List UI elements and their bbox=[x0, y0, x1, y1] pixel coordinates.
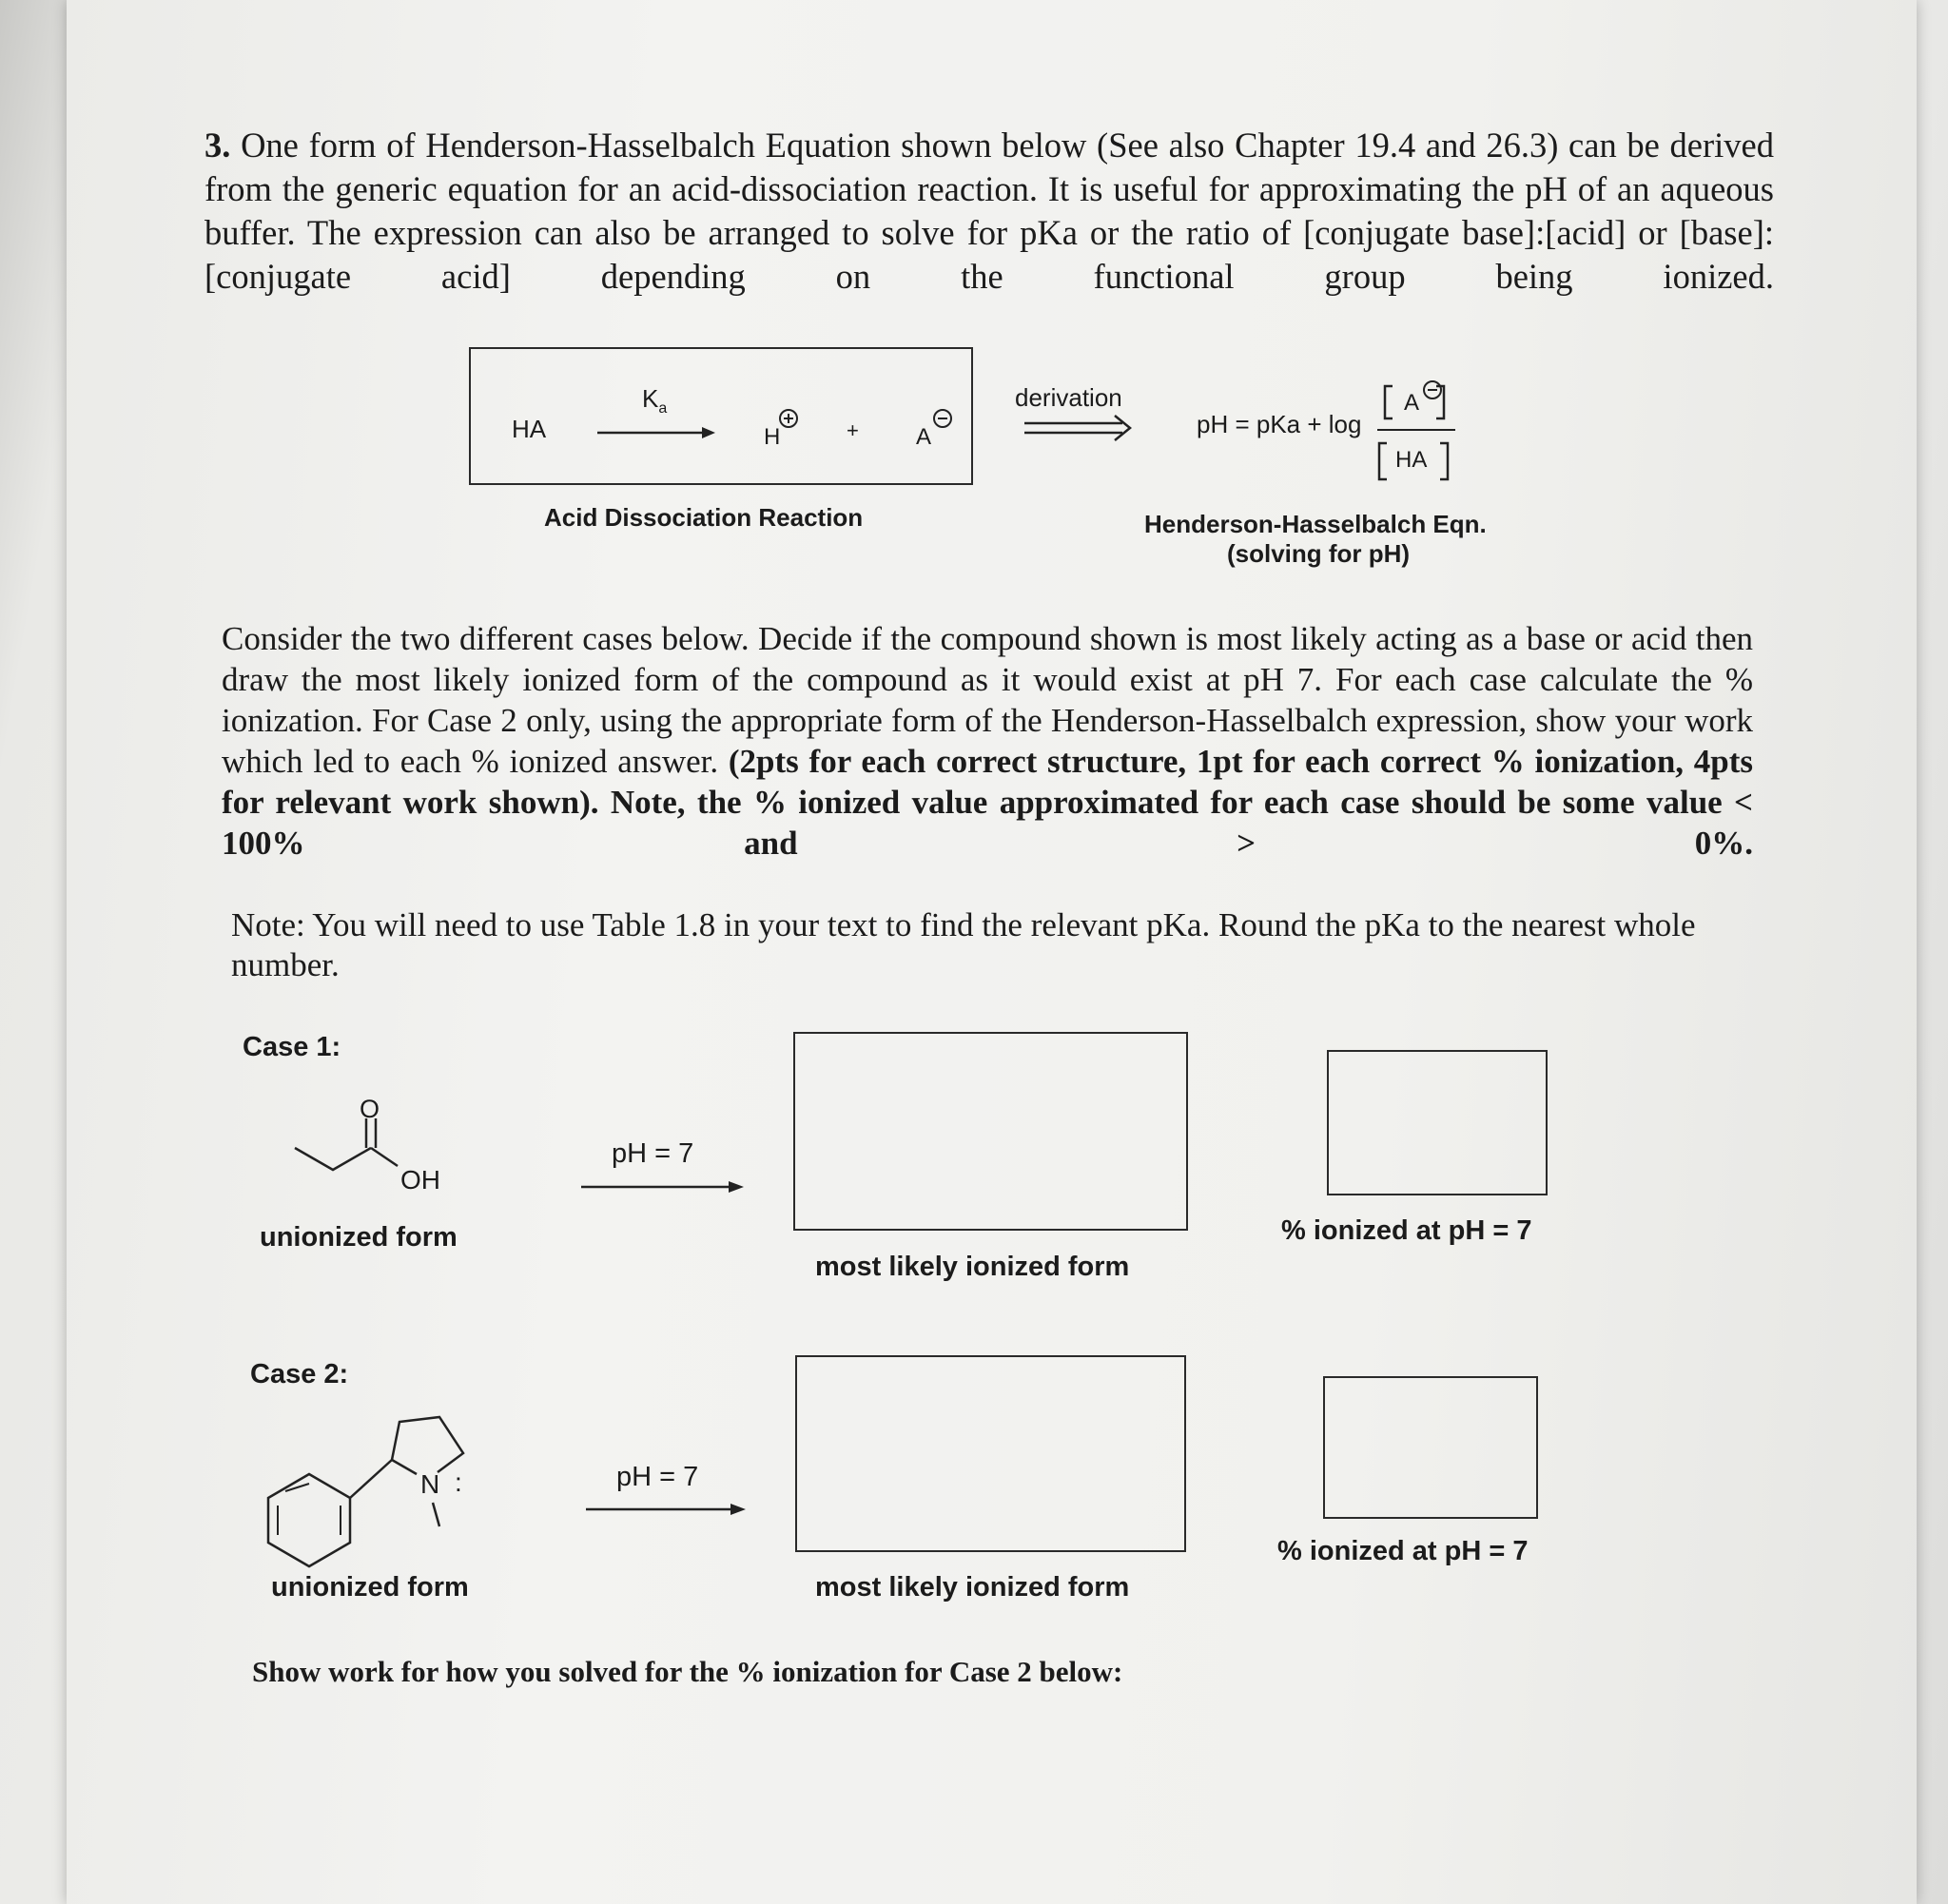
case-2-ionized-form-box[interactable] bbox=[795, 1355, 1186, 1552]
case-2-lone-pair: : bbox=[455, 1467, 462, 1497]
case-2-percent-label: % ionized at pH = 7 bbox=[1277, 1536, 1529, 1566]
pka-note: Note: You will need to use Table 1.8 in your text to find the relevant pKa. Round the pKa to the nearest whole number. bbox=[231, 906, 1696, 983]
reactant-ha: HA bbox=[512, 415, 547, 443]
proton-h: H bbox=[764, 424, 781, 450]
hh-caption-sub: (solving for pH) bbox=[1227, 539, 1411, 568]
case-1-hydroxyl: OH bbox=[400, 1165, 440, 1195]
equation-lhs: pH = pKa + log bbox=[1197, 410, 1362, 438]
pyrrolidine-ring bbox=[392, 1417, 463, 1472]
case-2-arrow-label: pH = 7 bbox=[616, 1462, 699, 1492]
case-1-arrow-label: pH = 7 bbox=[612, 1138, 694, 1169]
case-2-ionized-label: most likely ionized form bbox=[815, 1572, 1130, 1603]
case-1-percent-label: % ionized at pH = 7 bbox=[1281, 1215, 1532, 1246]
fraction-numerator: A bbox=[1404, 390, 1420, 416]
work-prompt: Show work for how you solved for the % ionization for Case 2 below: bbox=[252, 1655, 1123, 1688]
question-intro-text: One form of Henderson-Hasselbalch Equation shown below (See also Chapter 19.4 and 26.3) can be derived from the generic equation for an acid-dissociation reaction. It is useful for approximating the pH of an aqueous buffer. The expression can also be arranged to solve for pKa or the ratio of [conjugate base]:[acid] or [base]:[conjugate acid] depending on the functional group being ionized. bbox=[205, 126, 1774, 296]
case-1-title: Case 1: bbox=[243, 1032, 341, 1062]
case-2-unionized-label: unionized form bbox=[271, 1572, 469, 1603]
fraction-denominator: HA bbox=[1395, 447, 1428, 473]
instructions-scoring: (2pts for each correct structure, 1pt for each correct % ionization, 4pts for relevant work shown). Note, the % ionized value approximated for each case should be some value < 100% and > 0%. bbox=[222, 743, 1754, 862]
case-1-carbonyl-o: O bbox=[360, 1095, 380, 1123]
derivation-label: derivation bbox=[1015, 383, 1122, 412]
ka-label: $K_a$ bbox=[642, 384, 668, 418]
case-1-ionized-label: most likely ionized form bbox=[815, 1252, 1130, 1282]
instructions-text: Consider the two different cases below. Decide if the compound shown is most likely acting as a base or acid then draw the most likely ionized form of the compound as it would exist at pH 7. For each case calculate the % ionization. For Case 2 only, using the appropriate form of the Henderson-Hasselbalch expression, show your work which led to each % ionized answer. bbox=[222, 620, 1753, 780]
benzene-ring bbox=[268, 1474, 350, 1566]
plus-sign: + bbox=[847, 418, 859, 442]
hh-caption: Henderson-Hasselbalch Eqn. bbox=[1144, 510, 1487, 538]
case-2-percent-box[interactable] bbox=[1323, 1376, 1538, 1519]
case-2-nitrogen: N bbox=[420, 1469, 440, 1499]
conjugate-base-a: A bbox=[916, 424, 932, 450]
question-number: 3. bbox=[205, 126, 231, 165]
case-1-unionized-label: unionized form bbox=[260, 1222, 458, 1253]
acid-dissociation-caption: Acid Dissociation Reaction bbox=[544, 503, 864, 532]
case-2-title: Case 2: bbox=[250, 1359, 349, 1389]
